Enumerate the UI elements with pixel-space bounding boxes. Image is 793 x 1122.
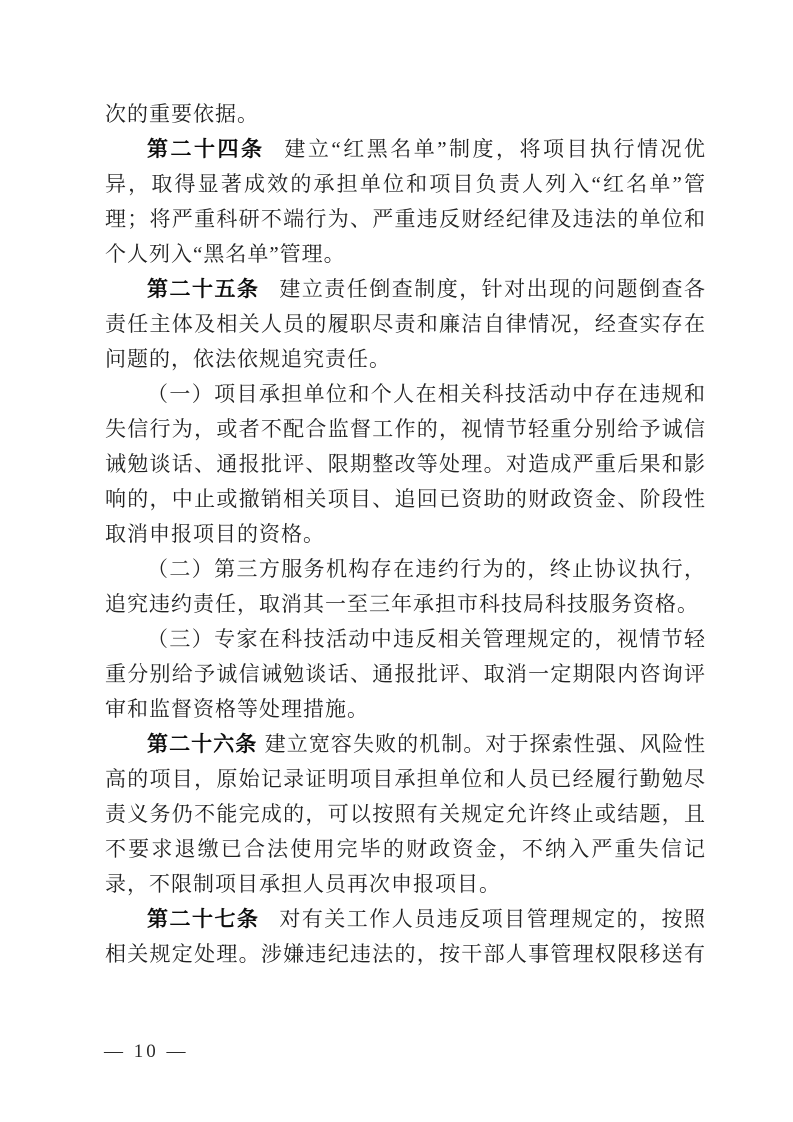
article-number: 第二十六条	[147, 733, 258, 756]
document-body	[105, 97, 706, 972]
item-paragraph	[105, 377, 706, 552]
continuation-paragraph	[105, 97, 706, 132]
article-paragraph	[105, 902, 706, 972]
item-paragraph	[105, 622, 706, 727]
article-paragraph	[105, 132, 706, 272]
item-paragraph	[105, 552, 706, 622]
paragraph-text: 建立宽容失败的机制。对于探索性强、风险性高的项目，原始记录证明项目承担单位和人员已经履行勤勉尽责义务仍不能完成的，可以按照有关规定允许终止或结题，且不要求退缴已合法使用完毕的财政资金，不纳入严重失信记录，不限制项目承担人员再次申报项目。	[105, 732, 707, 896]
article-paragraph	[105, 272, 706, 377]
article-number: 第二十五条	[147, 278, 260, 301]
paragraph-text: 对有关工作人员违反项目管理规定的，按照相关规定处理。涉嫌违纪违法的，按干部人事管理权限移送有	[105, 907, 706, 966]
article-number: 第二十七条	[147, 908, 260, 931]
article-paragraph	[105, 727, 706, 902]
page-number: — 10 —	[104, 1041, 189, 1062]
paragraph-text: 建立“红黑名单”制度，将项目执行情况优异，取得显著成效的承担单位和项目负责人列入“红名单”管理；将严重科研不端行为、严重违反财经纪律及违法的单位和个人列入“黑名单”管理。	[105, 137, 707, 266]
paragraph-text: （三）专家在科技活动中违反相关管理规定的，视情节轻重分别给予诚信诫勉谈话、通报批评、取消一定期限内咨询评审和监督资格等处理措施。	[105, 627, 706, 721]
article-number: 第二十四条	[147, 138, 265, 161]
paragraph-text: 建立责任倒查制度，针对出现的问题倒查各责任主体及相关人员的履职尽责和廉洁自律情况，经查实存在问题的，依法依规追究责任。	[105, 277, 706, 371]
paragraph-text: 次的重要依据。	[105, 102, 259, 126]
paragraph-text: （二）第三方服务机构存在违约行为的，终止协议执行，追究违约责任，取消其一至三年承担市科技局科技服务资格。	[105, 557, 706, 616]
paragraph-text: （一）项目承担单位和个人在相关科技活动中存在违规和失信行为，或者不配合监督工作的，视情节轻重分别给予诚信诫勉谈话、通报批评、限期整改等处理。对造成严重后果和影响的，中止或撤销相关项目、追回已资助的财政资金、阶段性取消申报项目的资格。	[105, 382, 706, 546]
